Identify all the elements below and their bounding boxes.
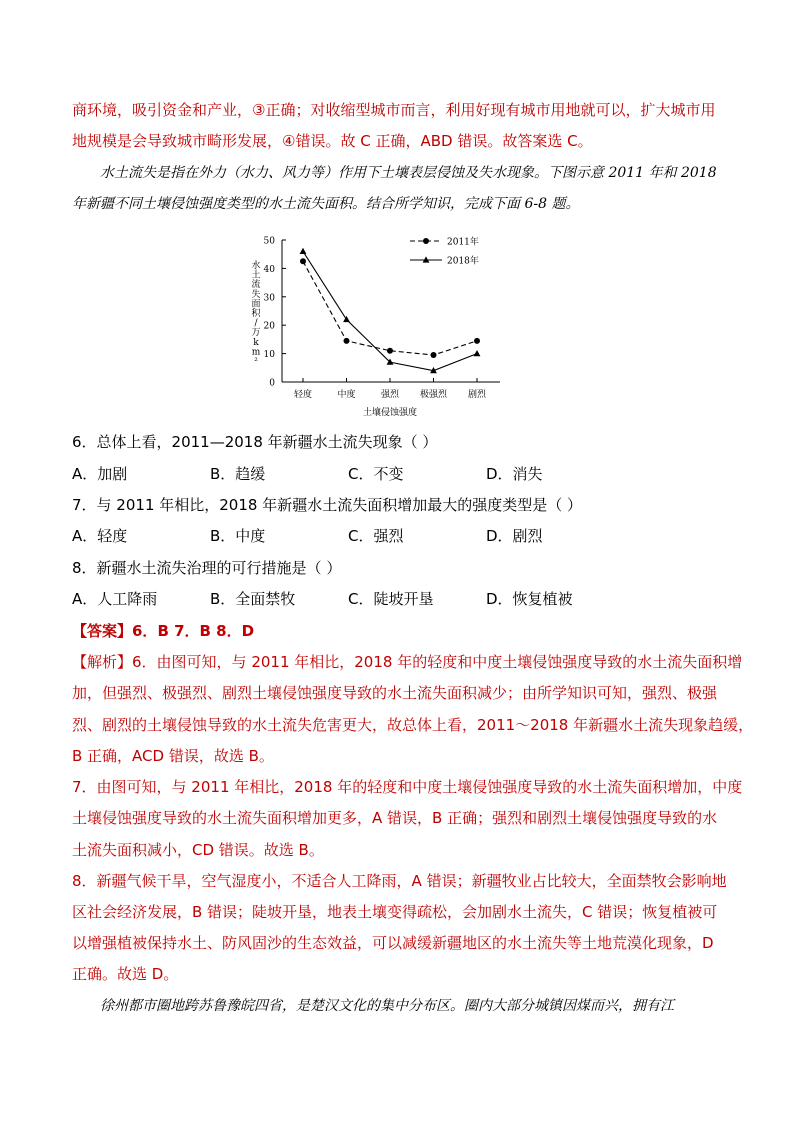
q8-option-b[interactable]: B．全面禁牧 [210, 590, 296, 608]
x-tick-label: 极强烈 [419, 390, 448, 400]
q7-option-c[interactable]: C．强烈 [348, 527, 404, 545]
y-tick-label: 0 [269, 378, 275, 389]
analysis-line: 土壤侵蚀强度导致的水土流失面积增加更多，A 错误，B 正确；强烈和剧烈土壤侵蚀强度导致的水 [72, 809, 718, 827]
analysis-line: 烈、剧烈的土壤侵蚀导致的水土流失危害更大，故总体上看，2011～2018 年新疆水土流失现象趋缓， [72, 716, 754, 734]
prev-analysis-line-2: 地规模是会导致城市畸形发展，④错误。故 C 正确，ABD 错误。故答案选 C。 [72, 132, 593, 150]
y-axis-label: 水土流失面积/万 k m ² [251, 261, 261, 367]
legend-marker [423, 238, 429, 244]
answer-line: 【答案】6．B 7．B 8．D [72, 622, 255, 640]
question-7-stem: 7．与 2011 年相比，2018 年新疆水土流失面积增加最大的强度类型是（ ） [72, 496, 582, 514]
legend-label: 2011年 [447, 237, 479, 248]
y-tick-label: 20 [263, 321, 275, 332]
x-tick-label: 轻度 [293, 390, 313, 400]
question-6-stem: 6．总体上看，2011—2018 年新疆水土流失现象（ ） [72, 433, 438, 451]
x-tick-label: 剧烈 [467, 390, 487, 400]
series-line-2011年 [303, 261, 477, 355]
q6-option-a[interactable]: A．加剧 [72, 465, 128, 483]
x-ticks [294, 378, 487, 400]
data-point [343, 316, 350, 322]
next-intro-line: 徐州都市圈地跨苏鲁豫皖四省，是楚汉文化的集中分布区。圈内大部分城镇因煤而兴，拥有江 [100, 998, 674, 1014]
analysis-line: 8．新疆气候干旱，空气湿度小，不适合人工降雨，A 错误；新疆牧业占比较大，全面禁牧会影响地 [72, 872, 727, 890]
q7-option-d[interactable]: D．剧烈 [486, 527, 543, 545]
x-tick-label: 强烈 [380, 390, 400, 400]
y-tick-label: 30 [263, 293, 275, 304]
q6-option-c[interactable]: C．不变 [348, 465, 404, 483]
analysis-line: 7．由图可知，与 2011 年相比，2018 年的轻度和中度土壤侵蚀强度导致的水土流失面积增加，中度 [72, 778, 743, 796]
y-tick-label: 40 [263, 264, 275, 275]
analysis-line: B 正确，ACD 错误，故选 B。 [72, 747, 274, 765]
data-point [387, 348, 393, 354]
prev-analysis-line-1: 商环境，吸引资金和产业，③正确；对收缩型城市而言，利用好现有城市用地就可以，扩大城市用 [72, 101, 716, 119]
data-point [474, 350, 481, 356]
legend-label: 2018年 [447, 256, 479, 267]
intro-line-1: 水土流失是指在外力（水力、风力等）作用下土壤表层侵蚀及失水现象。下图示意 2011 年和 2018 [100, 165, 717, 181]
x-tick-label: 中度 [337, 390, 356, 400]
data-point [344, 338, 350, 344]
data-point [300, 258, 306, 264]
analysis-line: 正确。故选 D。 [72, 965, 179, 983]
analysis-line: 土流失面积减小，CD 错误。故选 B。 [72, 841, 324, 859]
q6-option-b[interactable]: B．趋缓 [210, 465, 266, 483]
y-tick-label: 50 [263, 236, 275, 247]
question-8-stem: 8．新疆水土流失治理的可行措施是（ ） [72, 559, 342, 577]
q8-option-c[interactable]: C．陡坡开垦 [348, 590, 434, 608]
data-point [300, 248, 307, 254]
analysis-line: 以增强植被保持水土、防风固沙的生态效益，可以减缓新疆地区的水土流失等土地荒漠化现象，D [72, 934, 714, 952]
data-point [474, 338, 480, 344]
q8-option-a[interactable]: A．人工降雨 [72, 590, 158, 608]
data-point [431, 352, 437, 358]
chart-legend [410, 236, 479, 267]
x-axis-label: 土壤侵蚀强度 [362, 408, 418, 418]
soil-erosion-chart [240, 228, 520, 420]
q6-option-d[interactable]: D．消失 [486, 465, 543, 483]
q8-option-d[interactable]: D．恢复植被 [486, 590, 573, 608]
q7-option-a[interactable]: A．轻度 [72, 527, 128, 545]
y-ticks [264, 237, 286, 389]
chart-series [300, 248, 481, 373]
analysis-line: 【解析】6．由图可知，与 2011 年相比，2018 年的轻度和中度土壤侵蚀强度导致的水土流失面积增 [72, 653, 743, 671]
intro-line-2: 年新疆不同土壤侵蚀强度类型的水土流失面积。结合所学知识，完成下面 6-8 题。 [72, 196, 580, 212]
analysis-line: 加，但强烈、极强烈、剧烈土壤侵蚀强度导致的水土流失面积减少；由所学知识可知，强烈、极强 [72, 684, 718, 702]
y-tick-label: 10 [263, 350, 275, 361]
analysis-line: 区社会经济发展，B 错误；陡坡开垦，地表土壤变得疏松，会加剧水土流失，C 错误；恢复植被可 [72, 903, 718, 921]
q7-option-b[interactable]: B．中度 [210, 527, 266, 545]
